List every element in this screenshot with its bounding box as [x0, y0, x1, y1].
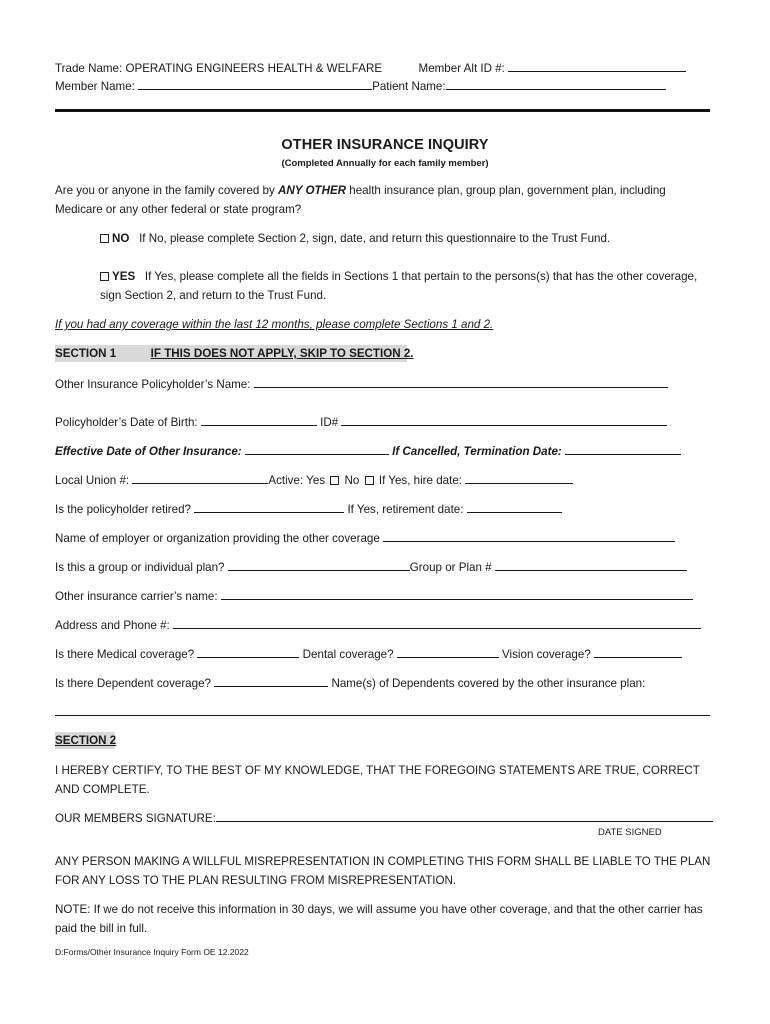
question-text-pre: Are you or anyone in the family covered by [55, 184, 278, 197]
carrier-name-label: Other insurance carrier’s name: [55, 590, 218, 603]
coverage-question [55, 182, 715, 219]
effective-date-field[interactable] [245, 443, 389, 455]
signature-label: OUR MEMBERS SIGNATURE: [55, 812, 216, 825]
local-union-field[interactable] [132, 472, 268, 484]
member-name-label: Member Name: [55, 80, 135, 93]
retirement-date-label: If Yes, retirement date: [347, 503, 464, 516]
section1-header [55, 347, 414, 360]
active-yes-checkbox[interactable] [330, 476, 339, 485]
footer-form-id: D:Forms/Other Insurance Inquiry Form OE 12.2022 [55, 947, 249, 957]
dependent-label: Is there Dependent coverage? [55, 677, 211, 690]
group-plan-label: Group or Plan # [409, 561, 492, 574]
carrier-name-row [55, 588, 693, 603]
local-union-row [55, 472, 573, 487]
yes-label: YES [112, 270, 136, 283]
policyholder-name-row [55, 376, 668, 391]
retired-label: Is the policyholder retired? [55, 503, 191, 516]
header-row-1 [55, 60, 686, 75]
termination-date-label: If Cancelled, Termination Date: [392, 445, 562, 458]
option-yes [100, 268, 710, 305]
section2-label: SECTION 2 [55, 734, 117, 747]
dependents-names-label: Name(s) of Dependents covered by the other insurance plan: [331, 677, 646, 690]
id-label: ID# [320, 416, 339, 429]
header-row-2 [55, 78, 666, 93]
no-text: If No, please complete Section 2, sign, date, and return this questionnaire to the Trust Fund. [139, 232, 611, 245]
signature-field[interactable] [216, 810, 713, 822]
section1-instruction: IF THIS DOES NOT APPLY, SKIP TO SECTION 2. [150, 347, 414, 360]
policyholder-name-label: Other Insurance Policyholder’s Name: [55, 378, 251, 391]
effective-date-row [55, 443, 681, 458]
dental-label: Dental coverage? [302, 648, 394, 661]
local-union-label: Local Union #: [55, 474, 130, 487]
address-phone-row [55, 617, 701, 632]
employer-label: Name of employer or organization providing the other coverage [55, 532, 380, 545]
dependents-names-row [55, 704, 710, 719]
member-alt-id-field[interactable] [508, 60, 686, 72]
active-yes-label: Active: Yes [268, 474, 326, 487]
dob-label: Policyholder’s Date of Birth: [55, 416, 198, 429]
yes-text: If Yes, please complete all the fields in Sections 1 that pertain to the persons(s) that has the other coverage, sign Section 2, and return to the Trust Fund. [100, 270, 698, 302]
section1-label: SECTION 1 [55, 347, 117, 360]
termination-date-field[interactable] [565, 443, 681, 455]
vision-field[interactable] [594, 646, 682, 658]
hire-date-label: If Yes, hire date: [378, 474, 462, 487]
trade-name-label: Trade Name: OPERATING ENGINEERS HEALTH & WELFARE [55, 62, 383, 75]
member-name-field[interactable] [138, 78, 372, 90]
vision-label: Vision coverage? [502, 648, 591, 661]
no-checkbox[interactable] [100, 234, 109, 243]
dob-field[interactable] [201, 414, 317, 426]
option-no [100, 230, 710, 249]
coverage-note: If you had any coverage within the last 12 months, please complete Sections 1 and 2. [55, 318, 494, 331]
dependent-row [55, 675, 645, 690]
id-field[interactable] [341, 414, 667, 426]
yes-checkbox[interactable] [100, 272, 109, 281]
patient-name-field[interactable] [446, 78, 666, 90]
plan-type-row [55, 559, 687, 574]
policyholder-name-field[interactable] [254, 376, 668, 388]
medical-label: Is there Medical coverage? [55, 648, 195, 661]
note-text: NOTE: If we do not receive this information in 30 days, we will assume you have other coverage, and that the other carrier has paid the bill in full. [55, 903, 703, 935]
retired-row [55, 501, 562, 516]
dependents-names-field[interactable] [55, 704, 710, 716]
active-no-label: No [344, 474, 360, 487]
question-emphasis: ANY OTHER [277, 184, 347, 197]
coverage-types-row [55, 646, 682, 661]
group-plan-field[interactable] [495, 559, 687, 571]
certify-statement: I HEREBY CERTIFY, TO THE BEST OF MY KNOWLEDGE, THAT THE FOREGOING STATEMENTS ARE TRUE, CORRECT AND COMPLETE. [55, 764, 700, 796]
active-no-checkbox[interactable] [365, 476, 374, 485]
employer-field[interactable] [383, 530, 675, 542]
form-subtitle: (Completed Annually for each family member) [281, 158, 489, 169]
plan-type-field[interactable] [228, 559, 410, 571]
misrepresentation-warning: ANY PERSON MAKING A WILLFUL MISREPRESENTATION IN COMPLETING THIS FORM SHALL BE LIABLE TO THE PLAN FOR ANY LOSS TO THE PLAN RESULTING FROM MISREPRESENTATION. [55, 855, 711, 887]
address-phone-field[interactable] [173, 617, 701, 629]
retired-field[interactable] [194, 501, 344, 513]
carrier-name-field[interactable] [221, 588, 693, 600]
signature-row [55, 810, 713, 825]
dental-field[interactable] [397, 646, 499, 658]
employer-row [55, 530, 675, 545]
no-label: NO [112, 232, 130, 245]
header-divider [55, 109, 710, 112]
question-text-post: health insurance plan, group plan, government plan, including Medicare or any other federal or state program? [55, 184, 666, 216]
patient-name-label: Patient Name: [372, 80, 446, 93]
dependent-field[interactable] [214, 675, 328, 687]
member-alt-id-label: Member Alt ID #: [418, 62, 505, 75]
plan-type-label: Is this a group or individual plan? [55, 561, 225, 574]
hire-date-field[interactable] [465, 472, 573, 484]
medical-field[interactable] [197, 646, 299, 658]
dob-row [55, 414, 667, 429]
date-signed-label: DATE SIGNED [598, 827, 662, 838]
retirement-date-field[interactable] [467, 501, 562, 513]
effective-date-label: Effective Date of Other Insurance: [55, 445, 242, 458]
form-title: OTHER INSURANCE INQUIRY [281, 137, 489, 153]
address-phone-label: Address and Phone #: [55, 619, 170, 632]
